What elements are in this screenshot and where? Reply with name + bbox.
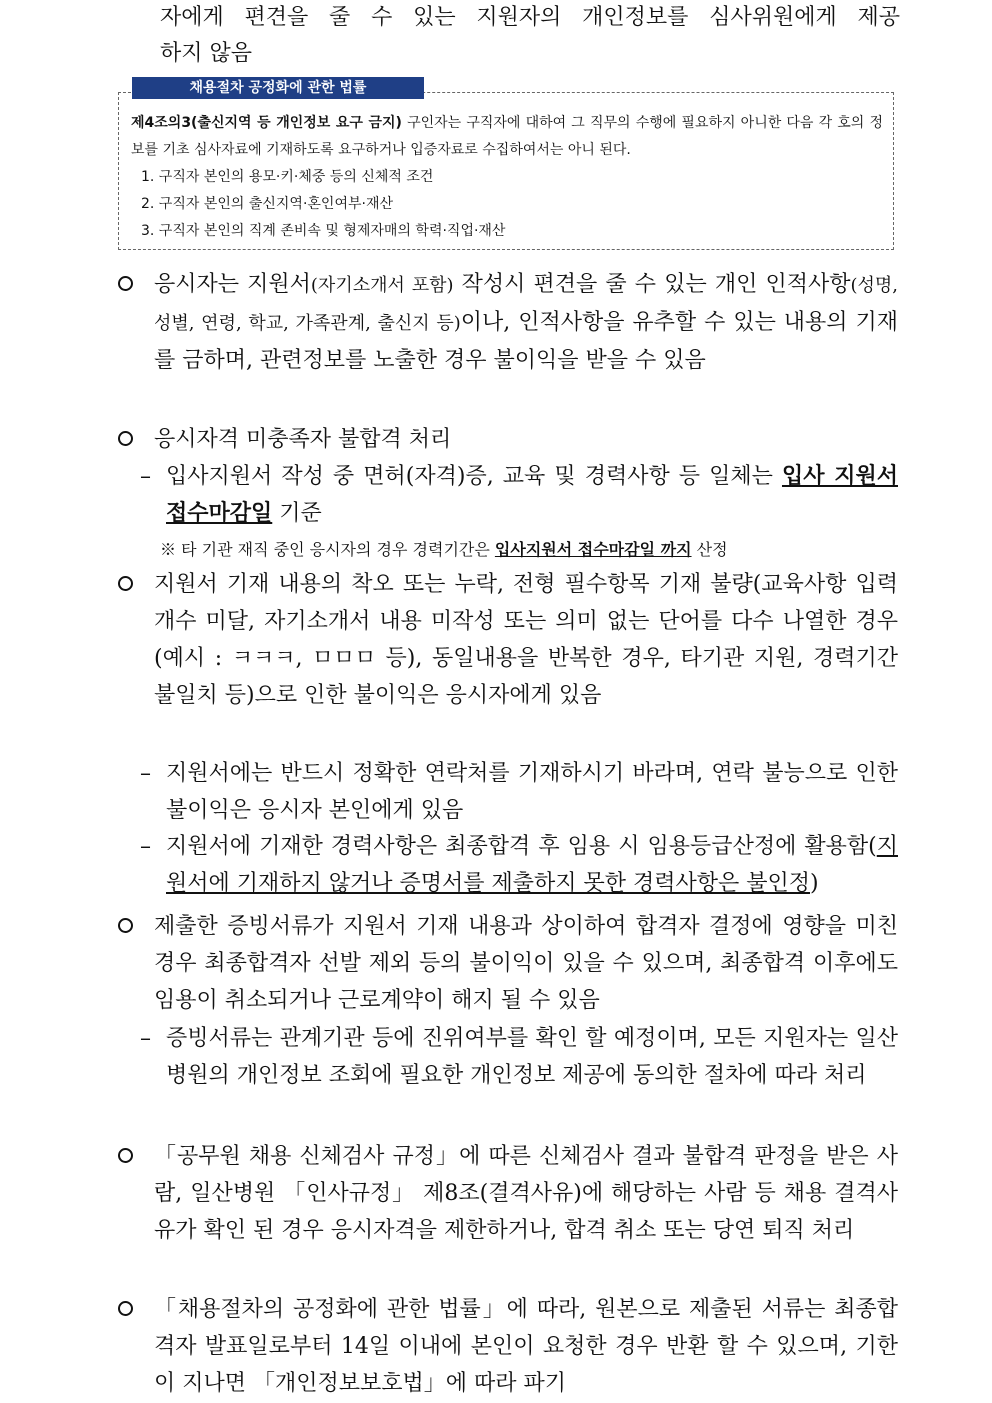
bullet-item <box>118 266 898 379</box>
circle-bullet-icon <box>118 431 133 446</box>
law-item: 3. 구직자 본인의 직계 존비속 및 형제자매의 학력·직업·재산 <box>141 223 506 239</box>
bullet-text: 응시자는 지원서(자기소개서 포함) 작성시 편견을 줄 수 있는 개인 인적사항(성명, 성별, 연령, 학교, 가족관계, 출신지 등)이나, 인적사항을 유추할 수 있는 내용의 기재를 금하며, 관련정보를 노출한 경우 불이익을 받을 수 있음 <box>154 272 898 373</box>
bullet-item <box>118 1138 898 1249</box>
dash-item <box>140 828 898 902</box>
bullet-item <box>118 908 898 1019</box>
dash-text: 지원서에는 반드시 정확한 연락처를 기재하시기 바라며, 연락 불능으로 인한 불이익은 응시자 본인에게 있음 <box>166 761 898 823</box>
law-item: 2. 구직자 본인의 출신지역·혼인여부·재산 <box>141 196 393 212</box>
dash-text: 증빙서류는 관계기관 등에 진위여부를 확인 할 예정이며, 모든 지원자는 일산병원의 개인정보 조회에 필요한 개인정보 제공에 동의한 절차에 따라 처리 <box>166 1026 898 1088</box>
dash-text: 입사지원서 작성 중 면허(자격)증, 교육 및 경력사항 등 일체는 입사 지원서 접수마감일 기준 <box>166 463 898 526</box>
circle-bullet-icon <box>118 918 133 933</box>
bullet-item <box>118 1291 898 1402</box>
law-article-text <box>131 110 883 245</box>
note-emphasis: 입사지원서 접수마감일 까지 <box>494 540 692 559</box>
bullet-item <box>118 421 898 458</box>
bullet-text: 응시자격 미충족자 불합격 처리 <box>154 427 452 452</box>
dash-marker: – <box>140 834 151 859</box>
law-article-body: 구인자는 구직자에 대하여 그 직무의 수행에 필요하지 아니한 다음 각 호의 정보를 기초 심사자료에 기재하도록 요구하거나 입증자료로 수집하여서는 아니 된다. <box>131 115 883 158</box>
bullet-text: 지원서 기재 내용의 착오 또는 누락, 전형 필수항목 기재 불량(교육사항 입력개수 미달, 자기소개서 내용 미작성 또는 의미 없는 단어를 다수 나열한 경우(예시 : ㅋㅋㅋ, ㅁㅁㅁ 등), 동일내용을 반복한 경우, 타기관 지원, 경력기간 불일치 등)으로 인한 불이익은 응시자에게 있음 <box>154 572 898 708</box>
dash-item <box>140 755 898 829</box>
bullet-text: 제출한 증빙서류가 지원서 기재 내용과 상이하여 합격자 결정에 영향을 미친 경우 최종합격자 선발 제외 등의 불이익이 있을 수 있으며, 최종합격 이후에도 임용이 취소되거나 근로계약이 해지 될 수 있음 <box>154 914 898 1013</box>
continuation-line-2: 하지 않음 <box>160 41 253 66</box>
law-item: 1. 구직자 본인의 용모·키·체중 등의 신체적 조건 <box>141 169 434 185</box>
law-article-paragraph <box>131 110 883 164</box>
note-text: ※ 타 기관 재직 중인 응시자의 경우 경력기간은 입사지원서 접수마감일 까지 산정 <box>160 540 728 559</box>
continuation-text <box>160 0 900 72</box>
continuation-line-1: 자에게 편견을 줄 수 있는 지원자의 개인정보를 심사위원에게 제공 <box>160 5 900 30</box>
bullet-text: 「채용절차의 공정화에 관한 법률」에 따라, 원본으로 제출된 서류는 최종합격자 발표일로부터 14일 이내에 본인이 요청한 경우 반환 할 수 있으며, 기한이 지나면 「개인정보보호법」에 따라 파기 <box>154 1297 898 1396</box>
bullet-item <box>118 566 898 714</box>
circle-bullet-icon <box>118 1301 133 1316</box>
circle-bullet-icon <box>118 1148 133 1163</box>
dash-marker: – <box>140 464 151 489</box>
law-box-title: 채용절차 공정화에 관한 법률 <box>132 77 424 99</box>
deadline-emphasis: 입사 지원서 접수마감일 <box>166 463 898 526</box>
circle-bullet-icon <box>118 276 133 291</box>
career-note-underlined: 지원서에 기재하지 않거나 증명서를 제출하지 못한 경력사항은 불인정 <box>166 834 898 896</box>
circle-bullet-icon <box>118 576 133 591</box>
dash-item <box>140 458 898 532</box>
dash-item <box>140 1020 898 1094</box>
dash-marker: – <box>140 1026 151 1051</box>
bullet-text: 「공무원 채용 신체검사 규정」에 따른 신체검사 결과 불합격 판정을 받은 사람, 일산병원 「인사규정」 제8조(결격사유)에 해당하는 사람 등 채용 결격사유가 확인 된 경우 응시자격을 제한하거나, 합격 취소 또는 당연 퇴직 처리 <box>154 1144 898 1243</box>
law-article-title: 제4조의3(출신지역 등 개인정보 요구 금지) <box>131 115 402 131</box>
dash-marker: – <box>140 761 151 786</box>
dash-text: 지원서에 기재한 경력사항은 최종합격 후 임용 시 임용등급산정에 활용함(지원서에 기재하지 않거나 증명서를 제출하지 못한 경력사항은 불인정) <box>166 834 898 896</box>
